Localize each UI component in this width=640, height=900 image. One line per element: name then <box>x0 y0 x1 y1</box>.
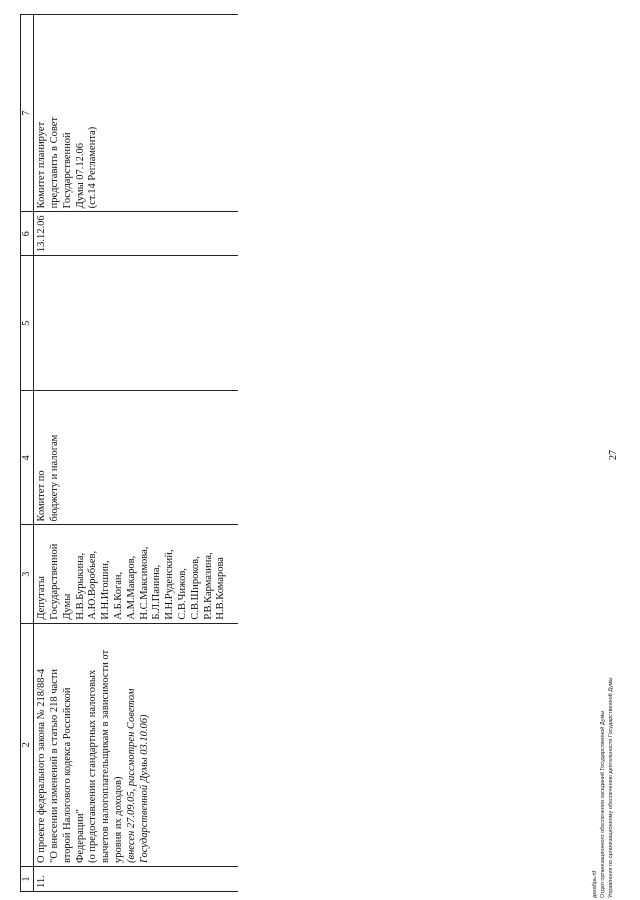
col5-cell <box>34 256 239 391</box>
initiator-line: Н.С.Максимова, <box>138 546 150 620</box>
initiator-line: Р.В.Кармазина, <box>202 552 214 620</box>
page-number: 27 <box>608 450 619 460</box>
description-line: Федерации" <box>74 809 86 863</box>
bills-table <box>20 14 238 892</box>
header-col-7: 7 <box>21 15 34 212</box>
initiator-line: Депутаты <box>36 576 48 620</box>
footer-filename: декабрь.rtf <box>592 870 598 898</box>
note-cell <box>34 15 239 212</box>
initiator-line: С.В.Широков, <box>189 556 201 620</box>
header-col-6: 6 <box>21 212 34 256</box>
initiators <box>34 525 239 623</box>
note-line: представить в Совет <box>48 116 60 209</box>
table-row <box>34 15 239 892</box>
note-line: Думы 07.12.06 <box>74 142 86 209</box>
description-line: второй Налогового кодекса Российской <box>61 687 73 863</box>
description-line: "О внесении изменений в статью 218 части <box>48 668 60 863</box>
header-col-4: 4 <box>21 391 34 525</box>
footer-line-1: Отдел организационного обеспечения заседаний Государственной Думы <box>599 710 606 898</box>
initiator-line: Думы <box>61 593 73 620</box>
committee-line: бюджету и налогам <box>48 434 60 522</box>
table-header-row <box>21 15 34 892</box>
note-line: Комитет планирует <box>36 121 48 209</box>
footer-block <box>592 598 616 898</box>
initiator-line: Н.В.Комарова <box>215 557 227 620</box>
initiator-line: И.Н.Игошин, <box>100 560 112 620</box>
note-line: (ст.14 Регламента) <box>87 126 99 209</box>
description-line: О проекте федерального закона № 218/88-4 <box>36 668 48 863</box>
bill-description <box>34 623 239 866</box>
initiator-line: Н.В.Бурыкина, <box>74 552 86 620</box>
description-line: (о предоставлении стандартных налоговых <box>87 669 99 863</box>
header-col-2: 2 <box>21 623 34 866</box>
note-line: Государственной <box>61 132 73 209</box>
footer-line-2: Управления по организационному обеспечению деятельности Государственной Думы <box>607 677 614 898</box>
header-col-3: 3 <box>21 525 34 623</box>
date-cell: 13.12.06 <box>34 212 239 256</box>
initiator-line: Б.Л.Панина, <box>151 564 163 620</box>
description-line: уровня их доходов) <box>112 776 124 863</box>
committee-line: Комитет по <box>36 470 48 522</box>
responsible-committee <box>34 391 239 525</box>
initiator-line: С.В.Чижов, <box>176 568 188 620</box>
header-col-1: 1 <box>21 866 34 891</box>
initiator-line: Государственной <box>48 543 60 620</box>
description-line: вычетов налогоплательщикам в зависимости от <box>100 649 112 863</box>
initiator-line: И.Н.Руденский, <box>164 549 176 620</box>
description-italic-line: Государственной Думы 03.10.06) <box>138 714 150 863</box>
header-col-5: 5 <box>21 256 34 391</box>
initiator-line: А.М.Макаров, <box>125 555 137 620</box>
row-number: 11. <box>34 866 239 891</box>
initiator-line: А.Б.Коган, <box>112 571 124 620</box>
initiator-line: А.Ю.Воробьев, <box>87 550 99 620</box>
description-italic-line: (внесен 27.09.05, рассмотрен Советом <box>125 688 137 863</box>
